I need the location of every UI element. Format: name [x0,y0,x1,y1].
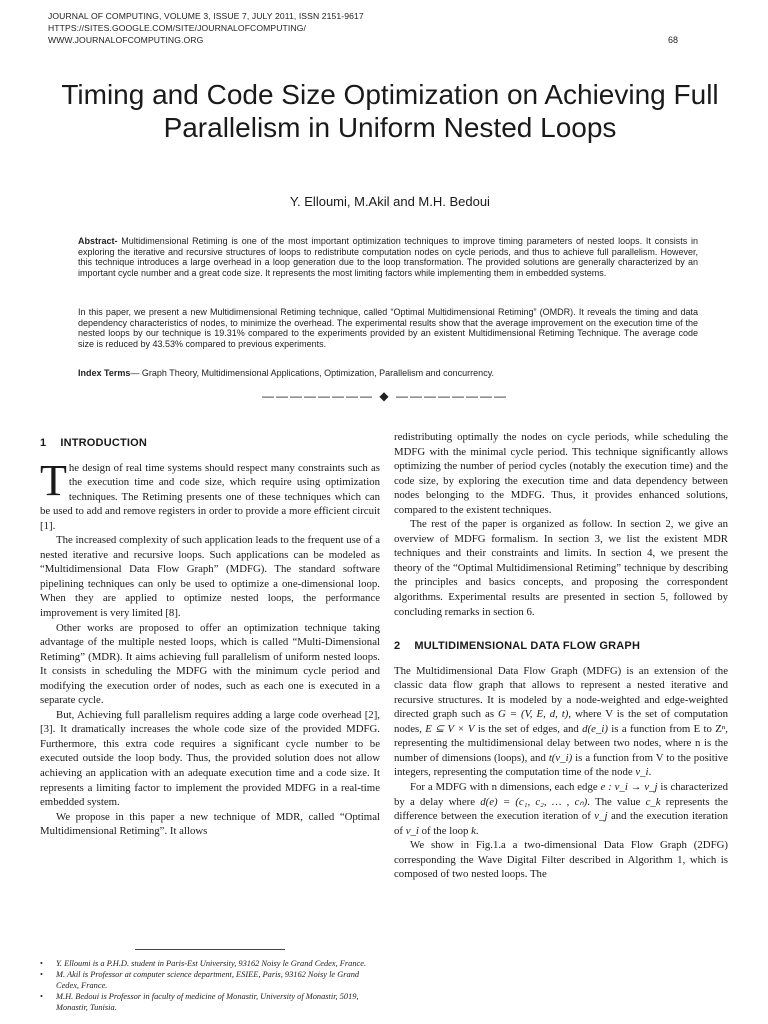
journal-website-line[interactable]: WWW.JOURNALOFCOMPUTING.ORG [48,35,204,45]
section-gap [394,619,728,633]
math-vj: v_j [594,810,608,823]
footnote-item: • M.H. Bedoui is Professor in faculty of medicine of Monastir, University of Monastir, 5019, Monastir, Tunisia. [40,991,370,1013]
math-edge-set: E ⊆ V × V [425,722,475,735]
section-1-heading [40,436,380,451]
abstract-paragraph-2: In this paper, we present a new Multidimensional Retiming technique, called “Optimal Multidimensional Retiming” (OMDR). It reveals the timing and data dependency characteristics of nodes, to minimize the overhead. The experimental results show that the average improvement on the execution time of the nested loops by our technique is 19.31% compared to the experiments provided by an existent Multidimensional Retiming Technique. The average code size is reduced by 43.53% compared to previous experiments. [78,307,698,349]
math-graph-def: G = (V, E, d, t) [498,708,569,721]
mdfg-text: is a function from E to Zⁿ, representing the multidimensional delay between two nodes, where n is the number of dimensions (loops), and [394,722,728,764]
mdfg-text: is the set of edges, and [474,722,583,735]
index-terms-text: — Graph Theory, Multidimensional Applications, Optimization, Parallelism and concurrency. [130,368,495,378]
math-edge: e : v_i → v_j [600,781,658,794]
intro-paragraph-1-text: he design of real time systems should respect many constraints such as the execution time and code size, which require using optimization techniques. The Retiming presents one of these techniques which can be used to add and remove registers in order to provide a more efficient circuit [1]. [40,461,380,532]
mdfg-paragraph-1 [394,664,728,780]
footnote-rule [135,949,285,950]
mdfg-paragraph-2 [394,780,728,838]
mdfg-text: represents the difference between the execution iteration of [394,795,728,823]
left-column [40,430,380,839]
footnote-item: • M. Akil is Professor at computer science department, ESIEE, Paris, 93162 Noisy le Grand Cedex, France. [40,969,370,991]
paper-authors: Y. Elloumi, M.Akil and M.H. Bedoui [290,194,490,209]
section-1-number: 1 [40,437,47,449]
abstract-paragraph-1 [78,236,698,278]
math-node: v_i [635,766,649,779]
mdfg-text: , where V is the set of computation nodes, [394,708,728,735]
journal-header-line: JOURNAL OF COMPUTING, VOLUME 3, ISSUE 7, JULY 2011, ISSN 2151-9617 [48,11,364,21]
math-delay-vector: d(e) = (c₁, c₂, … , cₙ) [480,795,588,808]
mdfg-text: of the loop [418,824,472,837]
intro-paragraph-5-continued: redistributing optimally the nodes on cycle periods, while scheduling the MDFG with the minimal cycle period. This technique significantly allows optimizing the number of period cycles (notably the execution time) and the code size, by exploring the execution time and data dependency between nodes belonging to the MDFG. Thus, it provides enhanced solutions, compared to the existent techniques. [394,431,728,516]
math-delay-fn: d(e_i) [582,722,608,735]
drop-cap: T [40,455,67,505]
section-2-heading [394,639,728,654]
mdfg-text: is characterized by a delay where [394,781,728,808]
intro-paragraph-6: The rest of the paper is organized as follow. In section 2, we give an overview of MDFG formalism. In section 3, we list the existent MDR techniques and their constraints and limits. In section 4, we present the theory of the “Optimal Multidimensional Retiming” technique by describing the principles and basics concepts, and proposing the correspondent algorithms. Experimental results are presented in section 5, followed by concluding remarks in section 6. [394,518,728,618]
mdfg-text: is a function from V to the positive integers, representing the computation time of the node [394,751,728,779]
intro-paragraph-5: We propose in this paper a new technique of MDR, called “Optimal Multidimensional Retiming”. It allows [40,810,380,838]
mdfg-text: . [475,824,479,837]
section-2-title: MULTIDIMENSIONAL DATA FLOW GRAPH [414,640,641,653]
mdfg-text: The Multidimensional Data Flow Graph (MDFG) is an extension of the classic data flow graph that allows to represent a nested iterative and recursive structures. It is modeled by a node-weighted and edge-weighted directed graph such as [394,664,728,721]
intro-paragraph-1 [40,455,380,534]
intro-paragraph-4: But, Achieving full parallelism requires adding a large code overhead [2],[3]. It dramatically increases the whole code size of the provided MDFG. Furthermore, this extra code requires a significant cycle number to be executed outside the loop body. Thus, the provided solution does not allow achieving an application with an adequate execution time and a code size. It represents a limiting factor to implement the provided MDFG in a real-time embedded system. [40,708,380,809]
index-terms-label: Index Terms [78,368,131,378]
math-ck: c_k [645,795,661,808]
page-number: 68 [667,35,678,45]
mdfg-text: . [648,766,652,779]
math-vi: v_i [405,824,419,837]
abstract-label: Abstract- [78,236,118,246]
mdfg-paragraph-3: We show in Fig.1.a a two-dimensional Data Flow Graph (2DFG) corresponding the Wave Digital Filter described in Algorithm 1, which is composed of two nested loops. The [394,839,728,881]
section-2-number: 2 [394,640,401,653]
mdfg-text: and the execution iteration of [394,810,728,837]
section-divider: ———————— ◆ ———————— [262,389,508,403]
author-footnotes [40,958,370,1013]
journal-header [48,10,688,46]
math-k: k [471,824,476,837]
index-terms [78,368,698,379]
paper-title: Timing and Code Size Optimization on Achieving Full Parallelism in Uniform Nested Loops [61,79,719,143]
journal-url-line[interactable]: HTTPS://SITES.GOOGLE.COM/SITE/JOURNALOFCOMPUTING/ [48,23,306,33]
abstract-text-1: Multidimensional Retiming is one of the most important optimization techniques to improve timing parameters of nested loops. It consists in exploring the iterative and recursive structures of loops to redistribute computation nodes on cycle periods, and thus to achieve full parallelism. However, this technique introduces a large overhead in a loop generation due to the loop transformation. The provided solutions are generally characterized by an important cycle number and a great code size. It represents the most limiting factors while implementing them in embedded systems. [78,236,698,278]
section-1-title: INTRODUCTION [60,437,148,449]
intro-paragraph-2: The increased complexity of such application leads to the frequent use of a nested iterative and recursive loops. Such applications can be modeled as “Multidimensional Data Flow Graph” (MDFG). The standard software pipelining techniques can only be used to optimize a one-dimensional loop. When they are applied to optimize nested loops, the performance improvement is very limited [8]. [40,534,380,620]
footnote-item: • Y. Elloumi is a P.H.D. student in Paris-Est University, 93162 Noisy le Grand Cedex, France. [40,958,370,969]
mdfg-text: For a MDFG with n dimensions, each edge [410,781,601,794]
mdfg-text: . The value [587,795,646,808]
right-column [394,430,728,882]
intro-paragraph-3: Other works are proposed to offer an optimization technique taking advantage of the multiple nested loops, which is called “Multi-Dimensional Retiming” (MDR). It aims achieving full parallelism of uniform nested loops. It consists in scheduling the MDFG with the minimum cycle period and modifying the execution order of nodes, such as each one is executed in a separate cycle. [40,621,380,707]
math-time-fn: t(v_i) [548,751,573,764]
